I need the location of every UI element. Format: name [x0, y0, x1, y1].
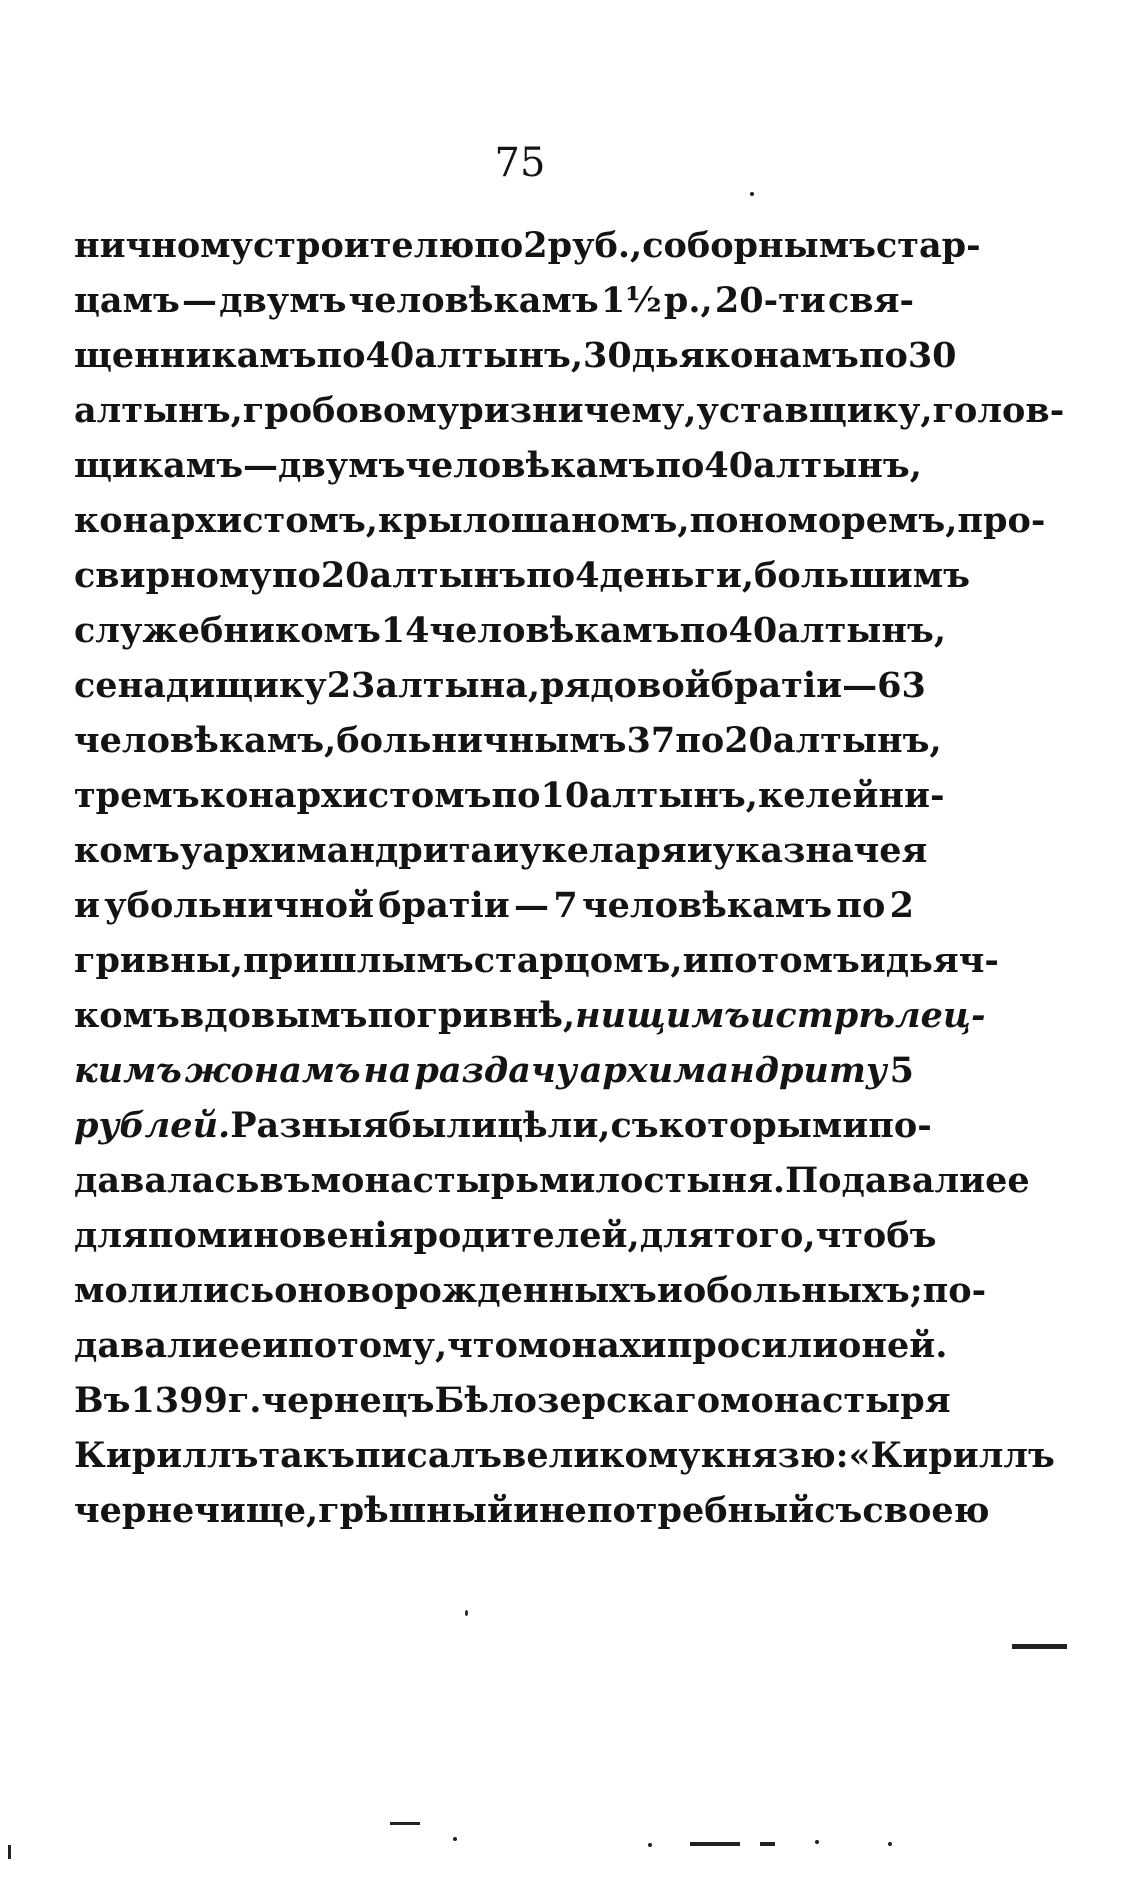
word: раздачу — [414, 1050, 577, 1091]
word: стар- — [875, 225, 981, 266]
word: человѣкамъ — [582, 885, 833, 926]
word: и — [74, 885, 100, 926]
word: казначея — [735, 830, 928, 871]
word: — — [243, 445, 279, 486]
word: Кириллъ — [74, 1435, 259, 1476]
word: щенникамъ — [74, 335, 317, 376]
word: о — [682, 1270, 707, 1311]
word: по — [491, 775, 541, 816]
word: гривнѣ, — [416, 995, 576, 1036]
word: по — [271, 555, 321, 596]
word: и — [686, 830, 713, 871]
word: у — [519, 830, 542, 871]
word: двумъ — [219, 280, 347, 321]
word: 1399 — [130, 1380, 228, 1421]
word: кимъ — [74, 1050, 182, 1091]
word: молились — [74, 1270, 275, 1311]
word: монастырь — [310, 1160, 539, 1201]
word: нищимъ — [575, 995, 750, 1036]
word: р., — [663, 280, 713, 321]
word: архимандриту — [579, 1050, 887, 1091]
word: больничнымъ — [336, 720, 627, 761]
text-line — [74, 768, 945, 823]
word: милостыня. — [538, 1160, 786, 1201]
word: алтынъ — [369, 555, 527, 596]
word: дьяч- — [885, 940, 999, 981]
text-line — [74, 493, 1046, 548]
word: алтынъ, — [772, 720, 942, 761]
text-line — [74, 988, 986, 1043]
word: г. — [227, 1380, 262, 1421]
word: и — [656, 1270, 683, 1311]
word: по — [316, 335, 366, 376]
word: по — [858, 335, 908, 376]
word: по- — [868, 1105, 932, 1146]
word: гривны, — [74, 940, 244, 981]
word: ризничему, — [459, 390, 697, 431]
word: голов- — [932, 390, 1065, 431]
word: келейни- — [757, 775, 945, 816]
text-line — [74, 1373, 951, 1428]
text-line — [74, 438, 922, 493]
word: ничному — [74, 225, 253, 266]
word: родителей, — [413, 1215, 640, 1256]
word: 14 — [380, 610, 430, 651]
word: Бѣлозерскаго — [434, 1380, 721, 1421]
word: у — [712, 830, 736, 871]
word: на — [363, 1050, 412, 1091]
word: новорожденныхъ — [297, 1270, 657, 1311]
word: съ — [814, 1490, 863, 1531]
word: рядовой — [540, 665, 711, 706]
word: 37 — [626, 720, 676, 761]
text-line — [74, 933, 999, 988]
scan-speck — [750, 192, 754, 196]
word: уставщику, — [696, 390, 933, 431]
text-line — [74, 823, 928, 878]
word: конархистомъ — [199, 775, 492, 816]
word: алтынъ, — [589, 775, 758, 816]
word: крылошаномъ, — [378, 500, 690, 541]
word: чернецъ — [261, 1380, 435, 1421]
word: для — [639, 1215, 714, 1256]
word: ее — [985, 1160, 1030, 1201]
word: Разныя — [230, 1105, 389, 1146]
text-line — [74, 878, 914, 933]
word: потому, — [288, 1325, 448, 1366]
word: свя- — [827, 280, 914, 321]
word: большимъ — [754, 555, 970, 596]
word: чернечище, — [74, 1490, 319, 1531]
word: Въ — [74, 1380, 131, 1421]
word: монастыря — [720, 1380, 951, 1421]
word: служебникомъ — [74, 610, 381, 651]
body-text — [74, 218, 1065, 1538]
word: что — [447, 1325, 518, 1366]
word: для — [74, 1215, 148, 1256]
word: 4 — [575, 555, 600, 596]
word: потомъ — [708, 940, 860, 981]
scan-speck — [648, 1843, 652, 1847]
word: 63 — [877, 665, 926, 706]
word: пономоремъ, — [689, 500, 958, 541]
word: 23 — [326, 665, 376, 706]
word: алтына, — [375, 665, 541, 706]
word: 20 — [320, 555, 370, 596]
word: и — [512, 1490, 539, 1531]
scan-speck — [465, 1610, 468, 1616]
word: 40 — [728, 610, 778, 651]
word: убольничной — [104, 885, 374, 926]
text-line — [74, 1318, 948, 1373]
text-line — [74, 328, 957, 383]
text-line — [74, 1428, 1055, 1483]
word: строителю — [252, 225, 475, 266]
word: щикамъ — [74, 445, 244, 486]
word: келаря — [541, 830, 687, 871]
word: человѣкамъ — [429, 610, 680, 651]
word: комъ — [74, 995, 180, 1036]
word: въ — [259, 1160, 311, 1201]
word: и — [493, 830, 520, 871]
word: того, — [713, 1215, 816, 1256]
word: старцомъ, — [473, 940, 683, 981]
text-line — [74, 603, 947, 658]
word: монахи — [517, 1325, 667, 1366]
text-line — [74, 1043, 914, 1098]
word: больныхъ; — [706, 1270, 923, 1311]
word: давали — [74, 1325, 218, 1366]
word: и — [682, 940, 709, 981]
word: цамъ — [74, 280, 180, 321]
word: 20 — [724, 720, 773, 761]
word: свирному — [74, 555, 272, 596]
word: тремъ — [74, 775, 200, 816]
word: по — [655, 445, 705, 486]
word: цѣли, — [497, 1105, 611, 1146]
scan-dash — [1012, 1644, 1067, 1649]
word: стрѣлец- — [775, 995, 986, 1036]
word: про- — [957, 500, 1046, 541]
word: 5 — [889, 1050, 914, 1091]
text-line — [74, 1153, 1030, 1208]
word: — — [181, 280, 217, 321]
word: гробовому — [242, 390, 460, 431]
text-line — [74, 273, 914, 328]
word: — — [842, 665, 878, 706]
word: человѣкамъ — [405, 445, 656, 486]
word: Подавали — [785, 1160, 986, 1201]
word: комъ — [74, 830, 180, 871]
word: рублей. — [74, 1105, 231, 1146]
scan-speck — [453, 1837, 457, 1841]
word: двумъ — [278, 445, 406, 486]
word: по — [367, 995, 417, 1036]
text-line — [74, 383, 1065, 438]
word: вдовымъ — [179, 995, 368, 1036]
word: съ — [610, 1105, 659, 1146]
text-line — [74, 1208, 937, 1263]
word: алтынъ, — [777, 610, 947, 651]
word: и — [262, 1325, 289, 1366]
text-line — [74, 658, 926, 713]
scan-dash — [390, 1822, 420, 1825]
word: 2 — [523, 225, 548, 266]
text-line — [74, 548, 970, 603]
word: жонамъ — [184, 1050, 361, 1091]
word: алтынъ, — [753, 445, 922, 486]
word: были — [388, 1105, 498, 1146]
word: конархистомъ, — [74, 500, 378, 541]
text-line — [74, 1098, 932, 1153]
word: непотребный — [538, 1490, 815, 1531]
scan-speck — [888, 1842, 892, 1846]
word: чтобъ — [815, 1215, 937, 1256]
word: князю: — [700, 1435, 849, 1476]
word: великому — [502, 1435, 701, 1476]
word: братіи — [378, 885, 510, 926]
text-line — [74, 713, 942, 768]
word: по — [836, 885, 886, 926]
word: о — [838, 1325, 862, 1366]
text-line — [74, 1263, 987, 1318]
word: 7 — [553, 885, 578, 926]
word: 40 — [704, 445, 754, 486]
word: пришлымъ — [243, 940, 474, 981]
page-number: 75 — [494, 140, 546, 186]
word: деньги, — [599, 555, 755, 596]
word: 30 — [907, 335, 957, 376]
scan-dash — [760, 1842, 775, 1846]
word: дьяконамъ — [631, 335, 859, 376]
word: и — [859, 940, 886, 981]
word: человѣкамъ — [348, 280, 599, 321]
word: по — [526, 555, 576, 596]
word: алтынъ, — [414, 335, 584, 376]
word: алтынъ, — [74, 390, 243, 431]
word: братіи — [710, 665, 843, 706]
word: у — [179, 830, 203, 871]
word: 40 — [365, 335, 415, 376]
text-line — [74, 1483, 990, 1538]
word: и — [749, 995, 776, 1036]
word: по — [675, 720, 725, 761]
word: — — [514, 885, 550, 926]
word: своею — [862, 1490, 990, 1531]
text-line — [74, 218, 981, 273]
word: которыми — [658, 1105, 869, 1146]
word: просили — [666, 1325, 839, 1366]
word: 1½ — [600, 280, 662, 321]
scan-dash — [690, 1842, 740, 1846]
word: о — [274, 1270, 298, 1311]
word: «Кириллъ — [848, 1435, 1055, 1476]
word: 30 — [583, 335, 632, 376]
word: соборнымъ — [642, 225, 876, 266]
word: по- — [922, 1270, 987, 1311]
word: такъ — [258, 1435, 355, 1476]
word: архимандрита — [202, 830, 494, 871]
scan-speck — [815, 1840, 819, 1844]
word: руб., — [547, 225, 643, 266]
word: по — [474, 225, 524, 266]
word: писалъ — [354, 1435, 503, 1476]
word: ее — [217, 1325, 263, 1366]
word: человѣкамъ, — [74, 720, 337, 761]
word: поминовенія — [147, 1215, 414, 1256]
word: 10 — [540, 775, 590, 816]
word: ней. — [861, 1325, 948, 1366]
word: 20-ти — [714, 280, 826, 321]
word: давалась — [74, 1160, 260, 1201]
word: грѣшный — [318, 1490, 513, 1531]
word: сенадищику — [74, 665, 327, 706]
scan-edge-mark — [8, 1845, 11, 1859]
word: по — [679, 610, 729, 651]
word: 2 — [889, 885, 914, 926]
